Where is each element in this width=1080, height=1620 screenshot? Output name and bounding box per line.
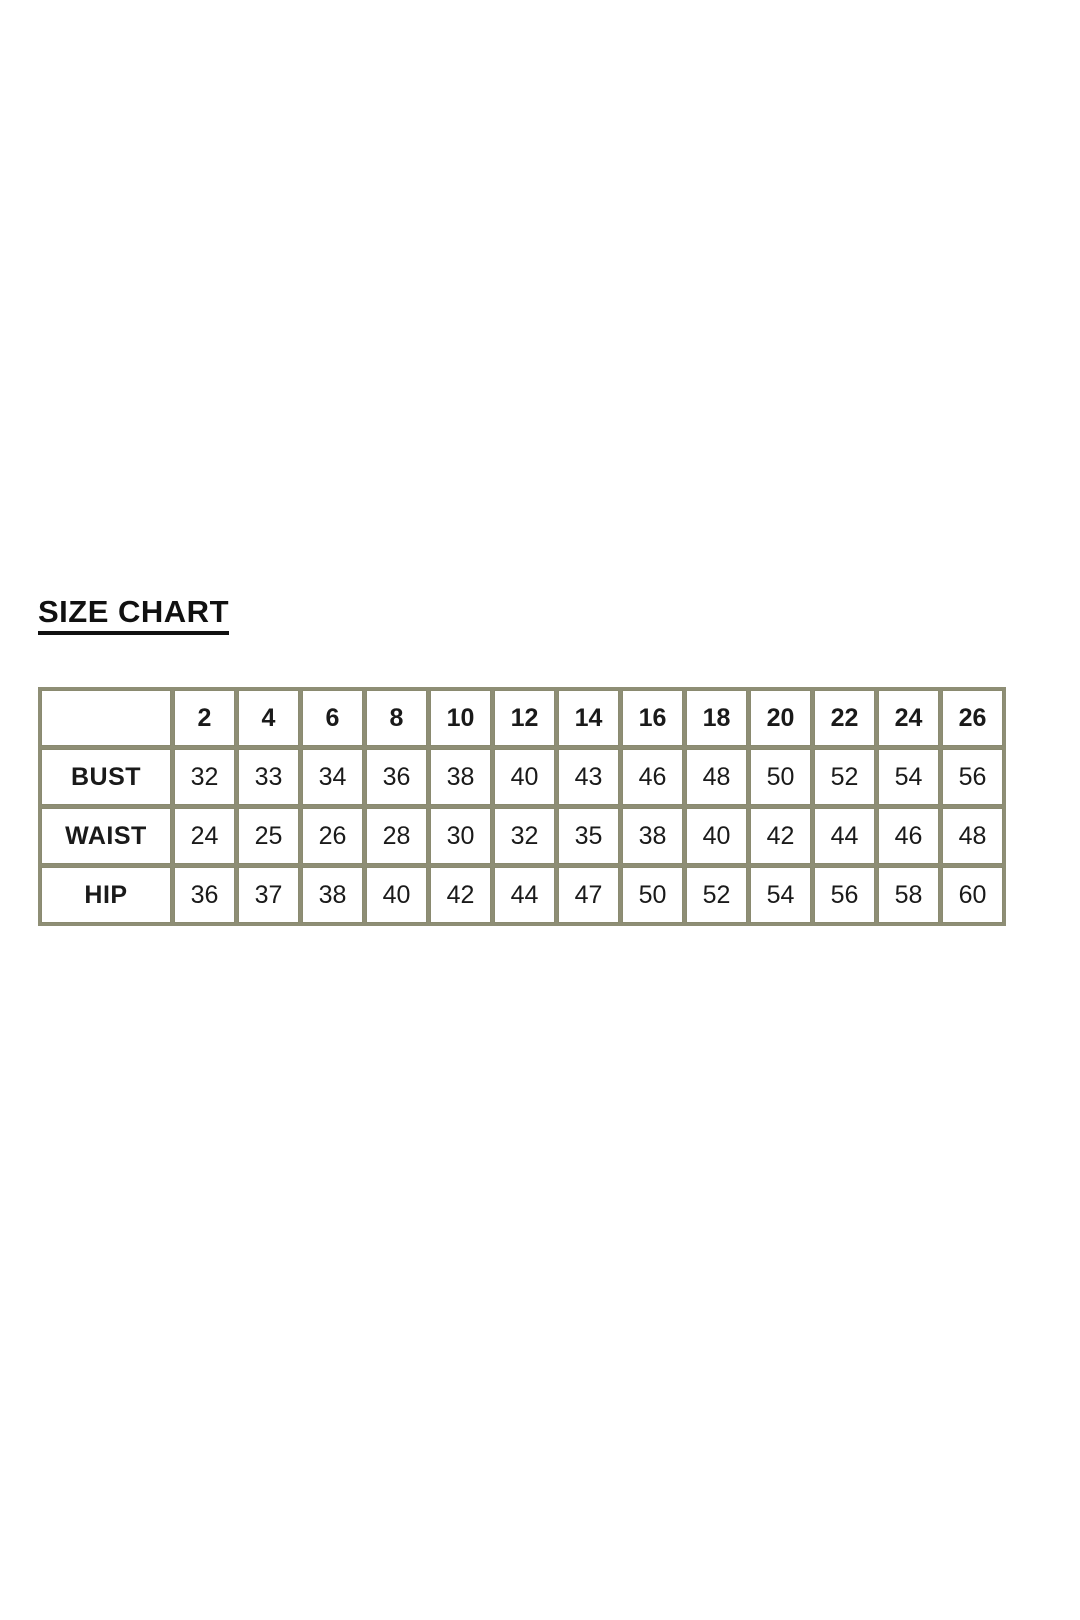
page-title: SIZE CHART	[38, 595, 229, 635]
size-chart-table	[38, 687, 1006, 926]
table-cell: 40	[366, 867, 427, 923]
table-cell: 32	[494, 808, 555, 864]
row-header-waist: WAIST	[41, 808, 171, 864]
table-cell: 44	[814, 808, 875, 864]
table-cell: 38	[430, 749, 491, 805]
size-chart-container	[38, 595, 1010, 926]
table-cell: 42	[430, 867, 491, 923]
table-cell: 46	[622, 749, 683, 805]
table-cell: 38	[302, 867, 363, 923]
table-cell: 56	[942, 749, 1003, 805]
table-cell: 40	[686, 808, 747, 864]
table-cell: 54	[750, 867, 811, 923]
table-cell: 35	[558, 808, 619, 864]
table-cell: 58	[878, 867, 939, 923]
column-header-size: 4	[238, 690, 299, 746]
table-cell: 48	[942, 808, 1003, 864]
table-cell: 50	[750, 749, 811, 805]
table-cell: 52	[686, 867, 747, 923]
table-cell: 60	[942, 867, 1003, 923]
table-cell: 48	[686, 749, 747, 805]
table-cell: 56	[814, 867, 875, 923]
column-header-size: 16	[622, 690, 683, 746]
column-header-size: 2	[174, 690, 235, 746]
column-header-size: 22	[814, 690, 875, 746]
table-cell: 38	[622, 808, 683, 864]
column-header-size: 12	[494, 690, 555, 746]
table-cell: 40	[494, 749, 555, 805]
table-cell: 42	[750, 808, 811, 864]
table-cell: 46	[878, 808, 939, 864]
table-cell: 37	[238, 867, 299, 923]
table-cell: 33	[238, 749, 299, 805]
column-header-size: 24	[878, 690, 939, 746]
table-row	[41, 749, 1003, 805]
table-cell: 47	[558, 867, 619, 923]
column-header-size: 6	[302, 690, 363, 746]
table-cell: 50	[622, 867, 683, 923]
table-cell: 30	[430, 808, 491, 864]
table-cell: 52	[814, 749, 875, 805]
table-cell: 36	[366, 749, 427, 805]
table-cell: 32	[174, 749, 235, 805]
table-cell: 25	[238, 808, 299, 864]
column-header-size: 26	[942, 690, 1003, 746]
column-header-size: 20	[750, 690, 811, 746]
table-cell: 43	[558, 749, 619, 805]
table-cell: 34	[302, 749, 363, 805]
table-cell: 28	[366, 808, 427, 864]
column-header-size: 8	[366, 690, 427, 746]
column-header-size: 10	[430, 690, 491, 746]
table-row	[41, 867, 1003, 923]
table-cell: 44	[494, 867, 555, 923]
table-row	[41, 808, 1003, 864]
table-cell: 26	[302, 808, 363, 864]
table-header-row	[41, 690, 1003, 746]
column-header-size: 14	[558, 690, 619, 746]
table-cell: 36	[174, 867, 235, 923]
row-header-hip: HIP	[41, 867, 171, 923]
column-header-size: 18	[686, 690, 747, 746]
table-cell: 24	[174, 808, 235, 864]
table-cell: 54	[878, 749, 939, 805]
table-corner-cell	[41, 690, 171, 746]
row-header-bust: BUST	[41, 749, 171, 805]
